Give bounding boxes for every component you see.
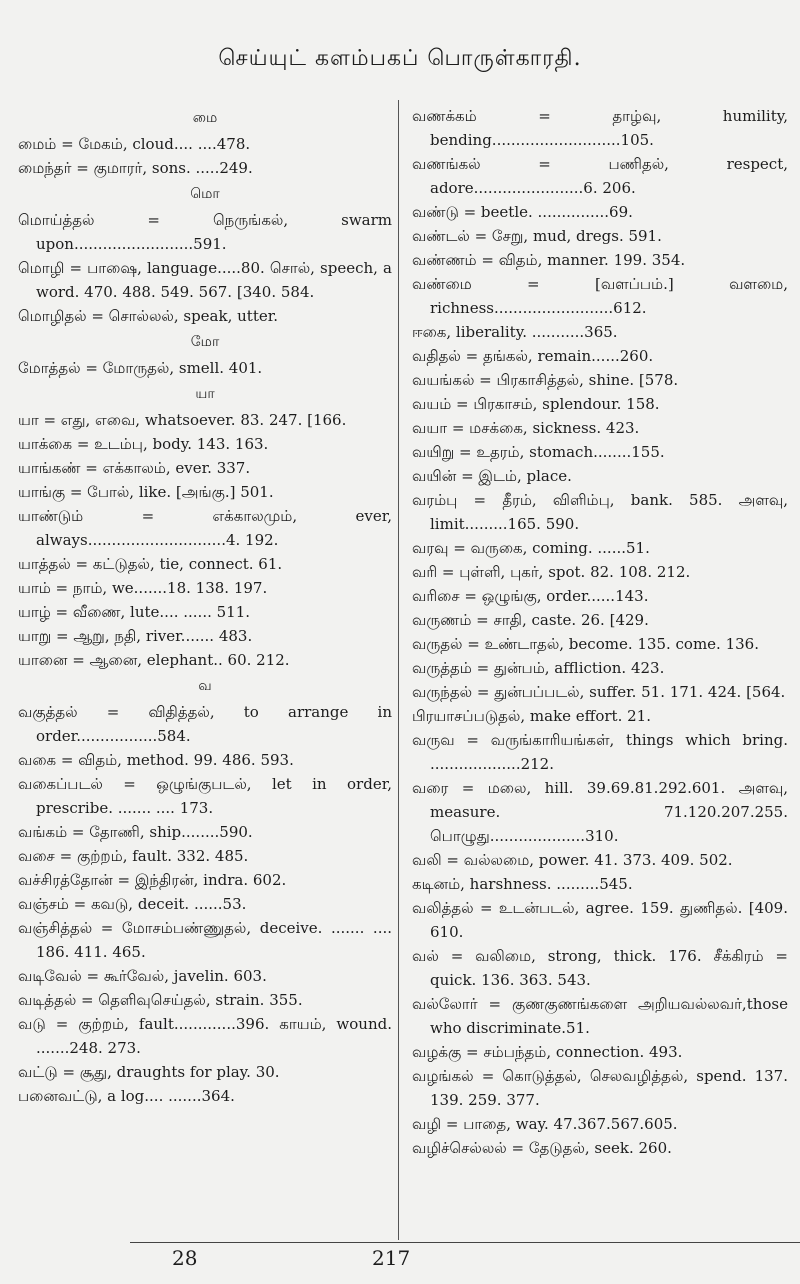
- glossary-entry: வணங்கல் = பணிதல், respect, adore.......................6. 206.: [412, 155, 788, 197]
- glossary-entry: யாக்கை = உடம்பு, body. 143. 163.: [18, 435, 269, 453]
- glossary-entry: வண்மை = [வளப்பம்.] வளமை, richness.........................612.: [412, 275, 788, 317]
- glossary-entry: வச்சிரத்தோன் = இந்திரன், indra. 602.: [18, 871, 287, 889]
- glossary-entry: வகுத்தல் = விதித்தல், to arrange in order.................584.: [18, 703, 392, 745]
- glossary-entry: வண்டல் = சேறு, mud, dregs. 591.: [412, 227, 662, 245]
- section-heading: வ: [198, 678, 212, 694]
- glossary-entry: வருவ = வருங்காரியங்கள், things which bring. ...................212.: [412, 731, 788, 773]
- glossary-entry: வரவு = வருகை, coming. ......51.: [412, 539, 650, 557]
- glossary-entry: வஞ்சம் = கவடு, deceit. ......53.: [18, 895, 247, 913]
- glossary-entry: வரம்பு = தீரம், விளிம்பு, bank. 585. அளவு, limit.........165. 590.: [412, 491, 788, 533]
- page-title: செய்யுட் களம்பகப் பொருள்காரதி.: [218, 46, 582, 71]
- glossary-entry: வயங்கல் = பிரகாசித்தல், shine. [578.: [412, 371, 679, 389]
- glossary-entry: வகை = விதம், method. 99. 486. 593.: [18, 751, 294, 769]
- glossary-entry: வசை = குற்றம், fault. 332. 485.: [18, 847, 249, 865]
- glossary-entry: ஈகை, liberality. ...........365.: [412, 323, 618, 341]
- glossary-entry: மொய்த்தல் = நெருங்கல், swarm upon.........................591.: [18, 211, 392, 253]
- glossary-entry: வலி = வல்லமை, power. 41. 373. 409. 502.: [412, 851, 733, 869]
- right-column: [412, 104, 788, 1234]
- glossary-entry: வல் = வலிமை, strong, thick. 176. சீக்கிரம் = quick. 136. 363. 543.: [412, 947, 788, 989]
- glossary-entry: வடித்தல் = தெளிவுசெய்தல், strain. 355.: [18, 991, 303, 1009]
- glossary-entry: வணக்கம் = தாழ்வு, humility, bending...........................105.: [412, 107, 788, 149]
- glossary-entry: யாத்தல் = கட்டுதல், tie, connect. 61.: [18, 555, 283, 573]
- glossary-entry: வருணம் = சாதி, caste. 26. [429.: [412, 611, 649, 629]
- glossary-entry: வடு = குற்றம், fault.............396. காயம், wound. .......248. 273.: [18, 1015, 392, 1057]
- glossary-entry: வதிதல் = தங்கல், remain......260.: [412, 347, 654, 365]
- glossary-entry: வழி = பாதை, way. 47.367.567.605.: [412, 1115, 678, 1133]
- left-column: [18, 104, 392, 1234]
- glossary-entry: வயா = மசக்கை, sickness. 423.: [412, 419, 640, 437]
- glossary-entry: வருதல் = உண்டாதல், become. 135. come. 136.: [412, 635, 759, 653]
- glossary-entry: பிரயாசப்படுதல், make effort. 21.: [412, 707, 651, 725]
- glossary-entry: கடினம், harshness. .........545.: [412, 875, 633, 893]
- section-heading: யா: [195, 386, 215, 402]
- glossary-entry: யா = எது, எவை, whatsoever. 83. 247. [166.: [18, 411, 347, 429]
- glossary-entry: வண்ணம் = விதம், manner. 199. 354.: [412, 251, 686, 269]
- glossary-entry: வடிவேல் = கூர்வேல், javelin. 603.: [18, 967, 267, 985]
- glossary-entry: பனைவட்டு, a log.... .......364.: [18, 1087, 235, 1105]
- glossary-entry: மொழிதல் = சொல்லல், speak, utter.: [18, 307, 279, 325]
- glossary-entry: வயின் = இடம், place.: [412, 467, 572, 485]
- glossary-entry: வகைப்படல் = ஒழுங்குபடல், let in order, prescribe. ....... .... 173.: [18, 775, 392, 817]
- glossary-entry: வங்கம் = தோணி, ship........590.: [18, 823, 253, 841]
- glossary-entry: வருந்தல் = துன்பப்படல், suffer. 51. 171. 424. [564.: [412, 683, 786, 701]
- footer-rule: [130, 1242, 800, 1243]
- glossary-entry: வயிறு = உதரம், stomach........155.: [412, 443, 665, 461]
- glossary-entry: வஞ்சித்தல் = மோசம்பண்ணுதல், deceive. ....... .... 186. 411. 465.: [18, 919, 392, 961]
- glossary-entry: யாம் = நாம், we.......18. 138. 197.: [18, 579, 268, 597]
- section-heading: மொ: [190, 186, 220, 202]
- glossary-entry: யாங்கண் = எக்காலம், ever. 337.: [18, 459, 251, 477]
- glossary-entry: யாண்டும் = எக்காலமும், ever, always.............................4. 192.: [18, 507, 392, 549]
- glossary-entry: மைந்தர் = குமாரர், sons. .....249.: [18, 159, 253, 177]
- glossary-entry: வண்டு = beetle. ...............69.: [412, 203, 633, 221]
- glossary-entry: வரை = மலை, hill. 39.69.81.292.601. அளவு, measure. 71.120.207.255. பொழுது....................310.: [412, 779, 788, 845]
- page-number-right: 217: [372, 1246, 411, 1270]
- page-number-left: 28: [172, 1246, 198, 1270]
- glossary-entry: மோத்தல் = மோருதல், smell. 401.: [18, 359, 263, 377]
- glossary-entry: யாழ் = வீணை, lute.... ...... 511.: [18, 603, 251, 621]
- glossary-entry: வரிசை = ஒழுங்கு, order......143.: [412, 587, 649, 605]
- glossary-entry: வருத்தம் = துன்பம், affliction. 423.: [412, 659, 665, 677]
- glossary-entry: யாறு = ஆறு, நதி, river....... 483.: [18, 627, 253, 645]
- glossary-entry: வழிச்செல்லல் = தேடுதல், seek. 260.: [412, 1139, 672, 1157]
- glossary-entry: யாங்கு = போல், like. [அங்கு.] 501.: [18, 483, 274, 501]
- section-heading: மோ: [190, 334, 220, 350]
- glossary-entry: வரி = புள்ளி, புகர், spot. 82. 108. 212.: [412, 563, 691, 581]
- glossary-entry: வட்டு = சூது, draughts for play. 30.: [18, 1063, 280, 1081]
- section-heading: மை: [192, 110, 218, 126]
- glossary-entry: மொழி = பாஷை, language.....80. சொல், speech, a word. 470. 488. 549. 567. [340. 584.: [18, 259, 392, 301]
- glossary-entry: வல்லோர் = குணகுணங்களை அறியவல்லவர்,those who discriminate.51.: [412, 995, 788, 1037]
- glossary-entry: வயம் = பிரகாசம், splendour. 158.: [412, 395, 660, 413]
- glossary-entry: யானை = ஆனை, elephant.. 60. 212.: [18, 651, 290, 669]
- glossary-entry: வழக்கு = சம்பந்தம், connection. 493.: [412, 1043, 683, 1061]
- glossary-entry: வலித்தல் = உடன்படல், agree. 159. துணிதல். [409. 610.: [412, 899, 788, 941]
- column-divider: [398, 100, 399, 1240]
- glossary-entry: வழங்கல் = கொடுத்தல், செலவழித்தல், spend. 137. 139. 259. 377.: [412, 1067, 788, 1109]
- glossary-entry: மைம் = மேகம், cloud.... ....478.: [18, 135, 251, 153]
